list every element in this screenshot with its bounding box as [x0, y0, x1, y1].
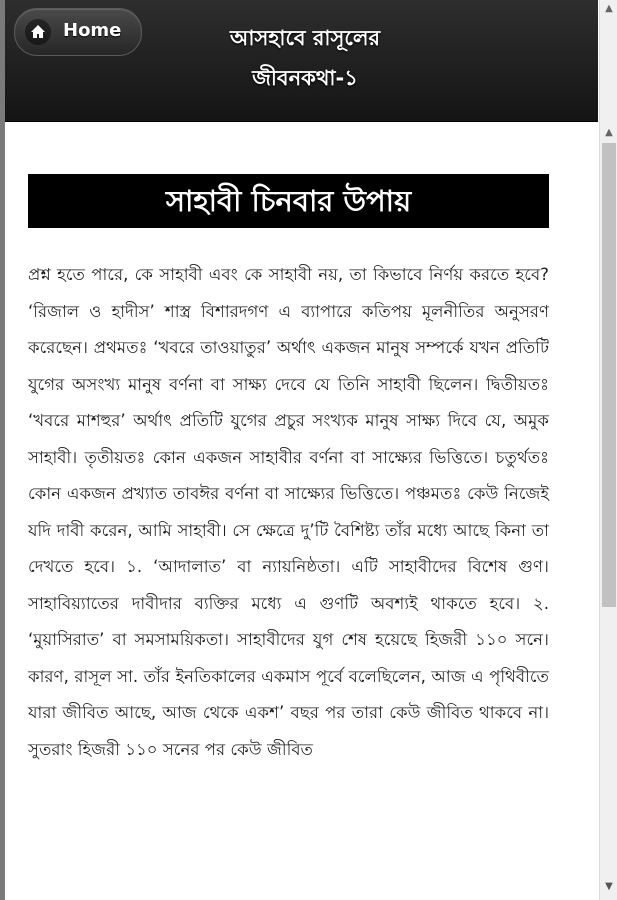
article-body: প্রশ্ন হতে পারে, কে সাহাবী এবং কে সাহাবী নয়, তা কিভাবে নির্ণয় করতে হবে? ‘রিজাল ও হাদীস’ শাস্ত্র বিশারদগণ এ ব্যাপারে কতিপয় মূলনীতির অনুসরণ করেছেন। প্রথমতঃ ‘খবরে তাওয়াতুর’ অর্থাৎ একজন মানুষ সম্পর্কে যখন প্রতিটি যুগের অসংখ্য মানুষ বর্ণনা বা সাক্ষ্য দেবে যে তিনি সাহাবী ছিলেন। দ্বিতীয়তঃ ‘খবরে মাশহুর’ অর্থাৎ প্রতিটি যুগের প্রচুর সংখ্যক মানুষ সাক্ষ্য দিবে যে, অমুক সাহাবী। তৃতীয়তঃ কোন একজন সাহাবীর বর্ণনা বা সাক্ষ্যের ভিত্তিতে। চতুর্থতঃ কোন একজন প্রখ্যাত তাবঈর বর্ণনা বা সাক্ষ্যের ভিত্তিতে। পঞ্চমতঃ কেউ নিজেই যদি দাবী করেন, আমি সাহাবী। সে ক্ষেত্রে দু’টি বৈশিষ্ট্য তাঁর মধ্যে আছে কিনা তা দেখতে হবে। ১. ‘আদালাত’ বা ন্যায়নিষ্ঠতা। এটি সাহাবীদের বিশেষ গুণ। সাহাবিয়্যাতের দাবীদার ব্যক্তির মধ্যে এ গুণটি অবশ্যই থাকতে হবে। ২. ‘মুয়াসিরাত’ বা সমসাময়িকতা। সাহাবীদের যুগ শেষ হয়েছে হিজরী ১১০ সনে। কারণ, রাসূল সা. তাঁর ইনতিকালের একমাস পূর্বে বলেছিলেন, আজ এ পৃথিবীতে যারা জীবিত আছে, আজ থেকে একশ’ বছর পর তারা কেউ জীবিত থাকবে না। সুতরাং হিজরী ১১০ সনের পর কেউ জীবিত: [28, 265, 549, 759]
scroll-up-arrow-icon[interactable]: ▲: [605, 127, 613, 138]
app-header: [5, 0, 598, 122]
vertical-scrollbar[interactable]: [599, 0, 617, 900]
home-icon: [25, 19, 51, 45]
scrollbar-thumb[interactable]: [602, 143, 616, 607]
section-heading-box: [28, 174, 549, 228]
scroll-down-arrow-icon[interactable]: ▼: [605, 881, 613, 892]
content-area: [5, 122, 598, 900]
scroll-top-arrow-icon[interactable]: ▲: [605, 3, 613, 14]
home-button[interactable]: [14, 8, 142, 56]
page-title: [155, 18, 455, 98]
home-button-label: Home: [63, 20, 122, 41]
page-title-line-1: আসহাবে রাসূলের: [229, 26, 381, 50]
section-heading: সাহাবী চিনবার উপায়: [165, 184, 412, 218]
page-title-line-2: জীবনকথা-১: [252, 66, 358, 90]
